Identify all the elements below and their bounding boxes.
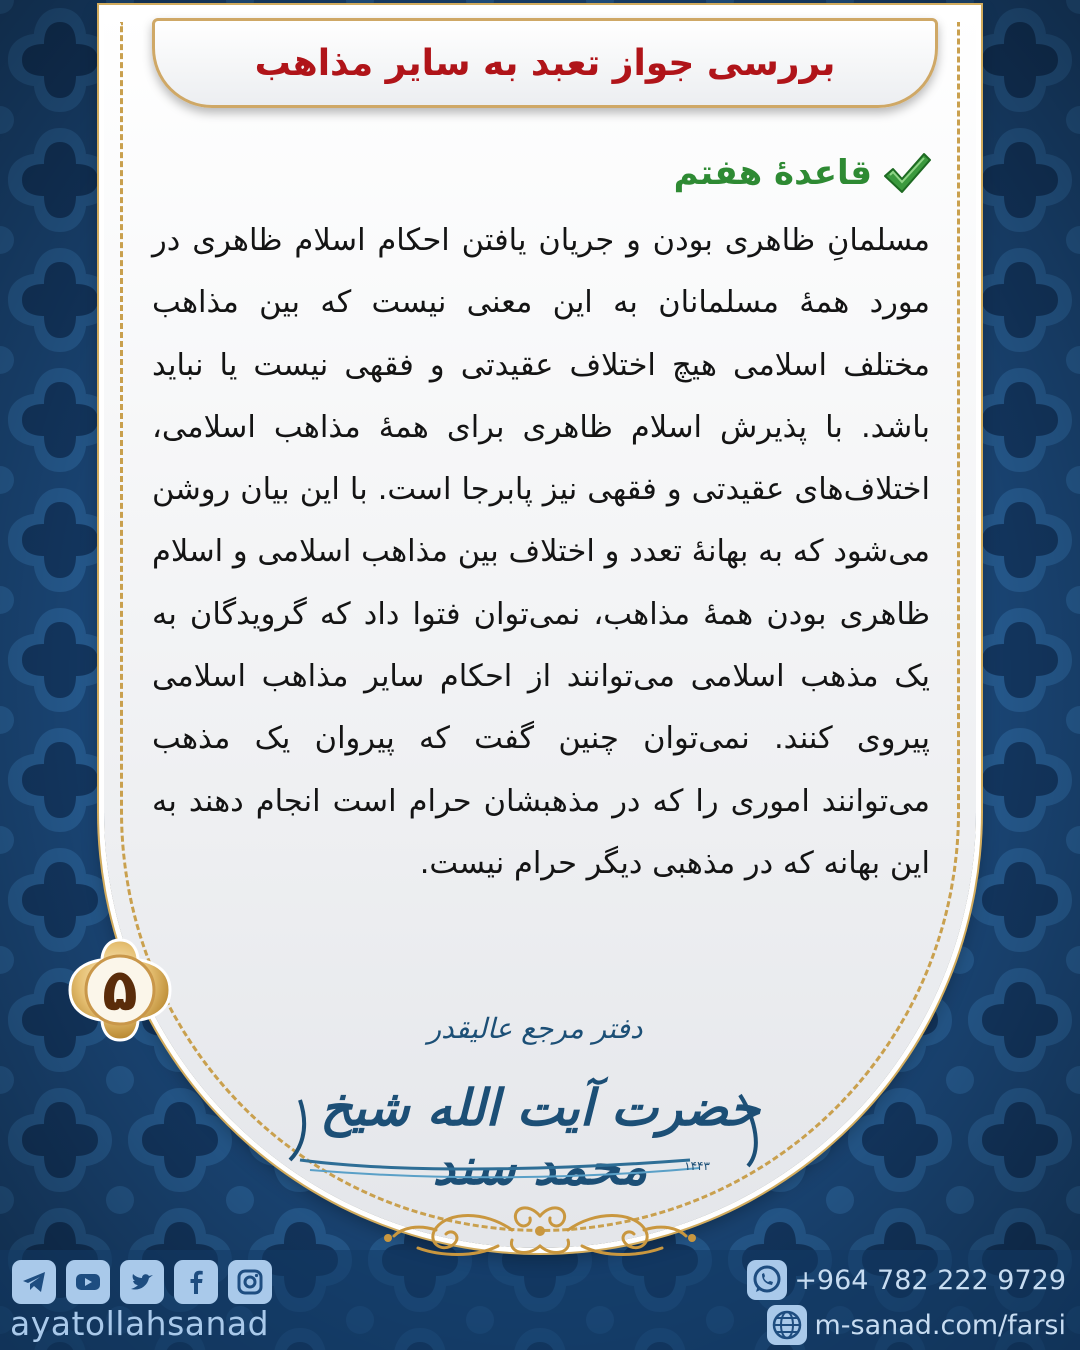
contact-phone-row [746, 1259, 1066, 1301]
logo-name-text: حضرت آیت الله شیخ محمد سند [320, 1078, 760, 1196]
calligraphy-flourish-icon [270, 1010, 810, 1185]
page-title: بررسی جواز تعبد به سایر مذاهب [254, 42, 836, 84]
section-heading [674, 150, 932, 196]
whatsapp-icon [746, 1259, 788, 1301]
social-icons [12, 1260, 272, 1304]
contact-web-row [766, 1304, 1066, 1346]
ornament-divider-icon [382, 1198, 698, 1264]
checkmark-icon [882, 150, 932, 196]
phone-number[interactable]: +964 782 222 9729 [794, 1264, 1066, 1296]
logo-year: ۱۴۴۳ [684, 1159, 710, 1173]
instagram-icon[interactable] [228, 1260, 272, 1304]
twitter-icon[interactable] [120, 1260, 164, 1304]
title-banner [152, 18, 938, 108]
globe-icon [766, 1304, 808, 1346]
page-number-badge [66, 936, 174, 1044]
facebook-icon[interactable] [174, 1260, 218, 1304]
social-handle: ayatollahsanad [10, 1304, 270, 1343]
website-url[interactable]: m-sanad.com/farsi [814, 1309, 1066, 1341]
heading-text: قاعدۀ هفتم [673, 153, 872, 193]
body-paragraph: مسلمانِ ظاهری بودن و جریان یافتن احکام اسلام ظاهری در مورد همۀ مسلمانان به این معنی نیست که بین مذاهب مختلف اسلامی هیچ اختلاف عقیدتی و فقهی نیست یا نباید باشد. با پذیرش اسلام ظاهری برای همۀ مذاهب اسلامی، اختلاف‌های عقیدتی و فقهی نیز پابرجا است. با این بیان روشن می‌شود که به بهانۀ تعدد و اختلاف بین مذاهب اسلامی و اسلام ظاهری بودن همۀ مذاهب، نمی‌توان فتوا داد که گرویدگان به یک مذهب اسلامی می‌توانند از احکام سایر مذاهب اسلامی پیروی کنند. نمی‌توان چنین گفت که پیروان یک مذهب می‌توانند اموری را که در مذهبشان حرام است انجام دهند به این بهانه که در مذهبی دیگر حرام نیست. [152, 223, 930, 881]
youtube-icon[interactable] [66, 1260, 110, 1304]
page-number: ۵ [102, 956, 138, 1024]
telegram-icon[interactable] [12, 1260, 56, 1304]
logo-office-text: دفتر مرجع عالیقدر [427, 1012, 643, 1045]
